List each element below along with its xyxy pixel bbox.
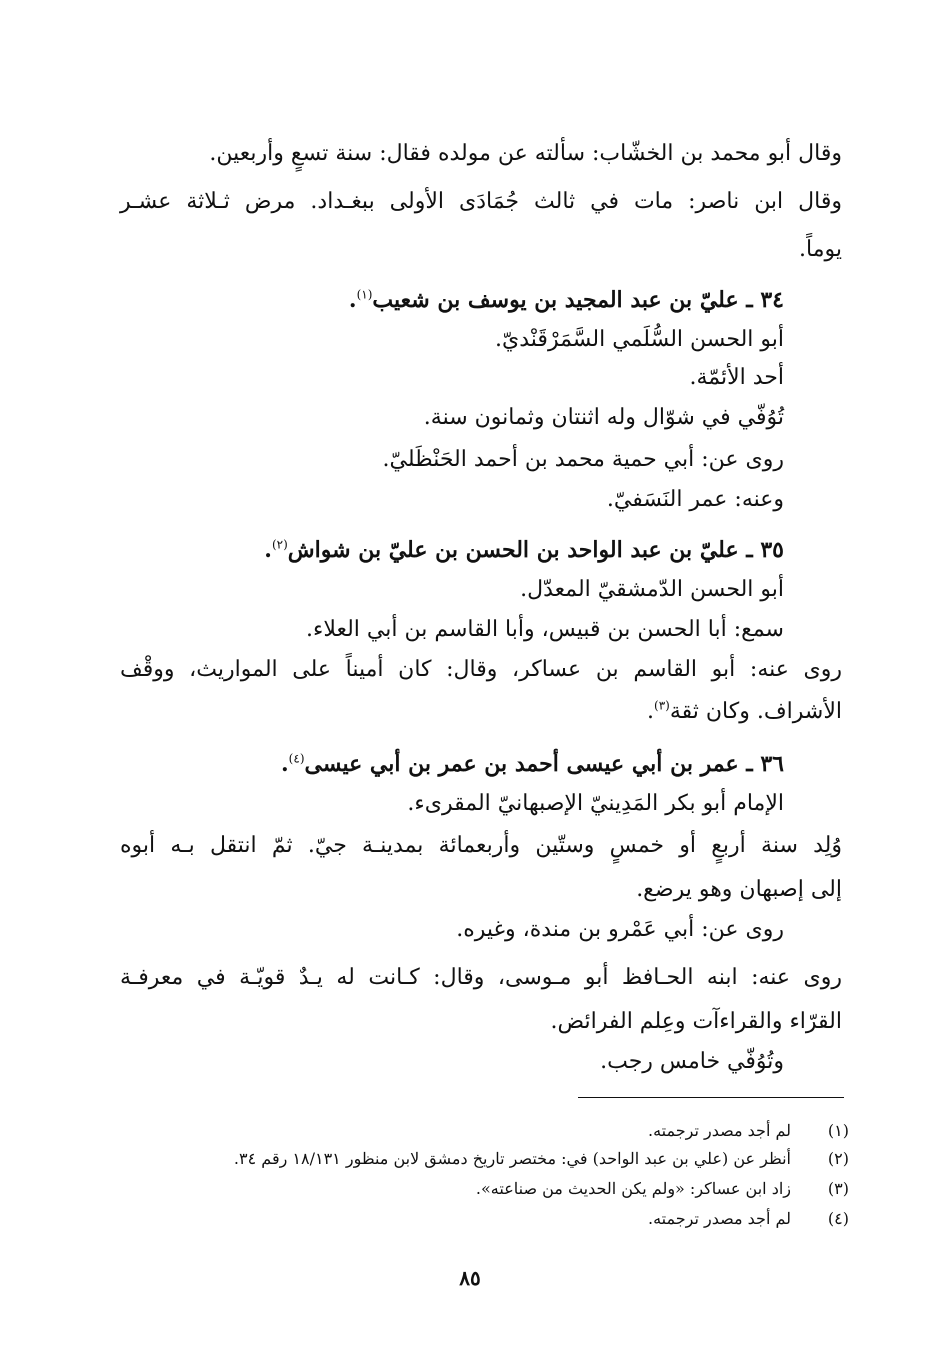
entry-text: أحد الأئمّة. (689, 365, 784, 390)
paragraph-text: وقال ابن ناصر: مات في ثالث جُمَادَى الأولى ببغـداد. مرض ثـلاثة عشـر (120, 189, 842, 214)
footnote-3 (129, 1176, 849, 1202)
footnote-text: لم أجد مصدر ترجمته. (648, 1209, 791, 1228)
heading-punctuation: . (348, 287, 357, 313)
entry-text: إلى إصبهان وهو يرضع. (636, 877, 842, 902)
footnote-text: لم أجد مصدر ترجمته. (648, 1121, 791, 1140)
entry-heading-text: ٣٥ ـ عليّ بن عبد الواحد بن الحسن بن عليّ بن شواش (287, 537, 784, 563)
entry-line (120, 654, 842, 686)
entry-line (120, 614, 784, 646)
entry-text: روى عن: أبي حمية محمد بن أحمد الحَنْظَليّ. (382, 447, 784, 472)
entry-line (120, 574, 784, 606)
entry-text: روى عنه: أبو القاسم بن عساكر، وقال: كان أميناً على المواريث، ووقْف (120, 657, 842, 682)
heading-punctuation: . (281, 751, 289, 777)
entry-text: سمع: أبا الحسن بن قبيس، وأبا القاسم بن أبي العلاء. (306, 617, 784, 642)
entry-text: الأشراف. وكان ثقة (669, 699, 842, 724)
entry-heading-text: ٣٦ ـ عمر بن أبي عيسى أحمد بن عمر بن أبي عيسى (304, 751, 784, 777)
entry-line (120, 696, 842, 728)
entry-line (120, 1006, 842, 1038)
footnote-number: (٣) (827, 1179, 849, 1198)
footnote-number: (٢) (827, 1149, 849, 1168)
footnote-ref[interactable]: (١) (356, 287, 373, 302)
heading-punctuation: . (264, 537, 272, 563)
entry-heading-35 (120, 534, 784, 566)
punctuation: . (647, 699, 655, 724)
entry-line (120, 788, 784, 820)
entry-text: تُوُفّي في شوّال وله اثنتان وثمانون سنة. (423, 405, 784, 430)
paragraph-line (120, 234, 842, 266)
footnote-number: (١) (827, 1121, 849, 1140)
entry-text: القرّاء والقراءآت وعِلم الفرائض. (550, 1009, 842, 1034)
paragraph-line (120, 138, 842, 170)
entry-text: أبو الحسن السُّلَمي السَّمَرْقَنْديّ. (495, 327, 784, 352)
entry-line (120, 484, 784, 516)
entry-text: الإمام أبو بكر المَدِينيّ الإصبهانيّ المقرىء. (407, 791, 784, 816)
entry-text: روى عنه: ابنه الحـافظ أبو مـوسى، وقال: كـانت له يـدٌ قويّـة في معرفـة (120, 965, 842, 990)
entry-text: أبو الحسن الدّمشقيّ المعدّل. (520, 577, 784, 602)
footnote-text: أنظر عن (علي بن عبد الواحد) في: مختصر تاريخ دمشق لابن منظور ١٨/١٣١ رقم ٣٤. (233, 1149, 791, 1168)
entry-line (120, 874, 842, 906)
entry-heading-34 (120, 284, 784, 316)
footnote-4 (129, 1206, 849, 1232)
entry-line (120, 402, 784, 434)
footnote-number: (٤) (827, 1209, 849, 1228)
page-number: ٨٥ (459, 1266, 481, 1290)
paragraph-line (120, 186, 842, 218)
entry-heading-text: ٣٤ ـ عليّ بن عبد المجيد بن يوسف بن شعيب (372, 287, 784, 313)
entry-text: وعنه: عمر النَسَفيّ. (606, 487, 784, 512)
entry-text: وُلِد سنة أربعٍ أو خمسٍ وستّين وأربعمائة بمدينـة جيّ. ثمّ انتقل بـه أبوه (120, 833, 842, 858)
footnote-ref[interactable]: (٣) (654, 698, 670, 713)
entry-line (120, 1046, 784, 1078)
footnote-ref[interactable]: (٢) (271, 537, 288, 552)
entry-line (120, 444, 784, 476)
footnote-1 (129, 1118, 849, 1144)
footnote-text: زاد ابن عساكر: «ولم يكن الحديث من صناعته». (475, 1179, 791, 1198)
entry-line (120, 362, 784, 394)
entry-text: وتُوُفّي خامس رجب. (600, 1049, 784, 1074)
entry-line (120, 914, 784, 946)
entry-text: روى عن: أبي عَمْرو بن مندة، وغيره. (456, 917, 784, 942)
entry-line (120, 830, 842, 862)
entry-heading-36 (120, 748, 784, 780)
footnote-2 (129, 1146, 849, 1172)
entry-line (120, 324, 784, 356)
paragraph-text: يوماً. (799, 237, 842, 262)
paragraph-text: وقال أبو محمد بن الخشّاب: سألته عن مولده فقال: سنة تسعٍ وأربعين. (209, 141, 842, 166)
entry-line (120, 962, 842, 994)
footnote-ref[interactable]: (٤) (288, 751, 305, 766)
footnote-divider (578, 1097, 844, 1098)
main-text (120, 0, 842, 1100)
